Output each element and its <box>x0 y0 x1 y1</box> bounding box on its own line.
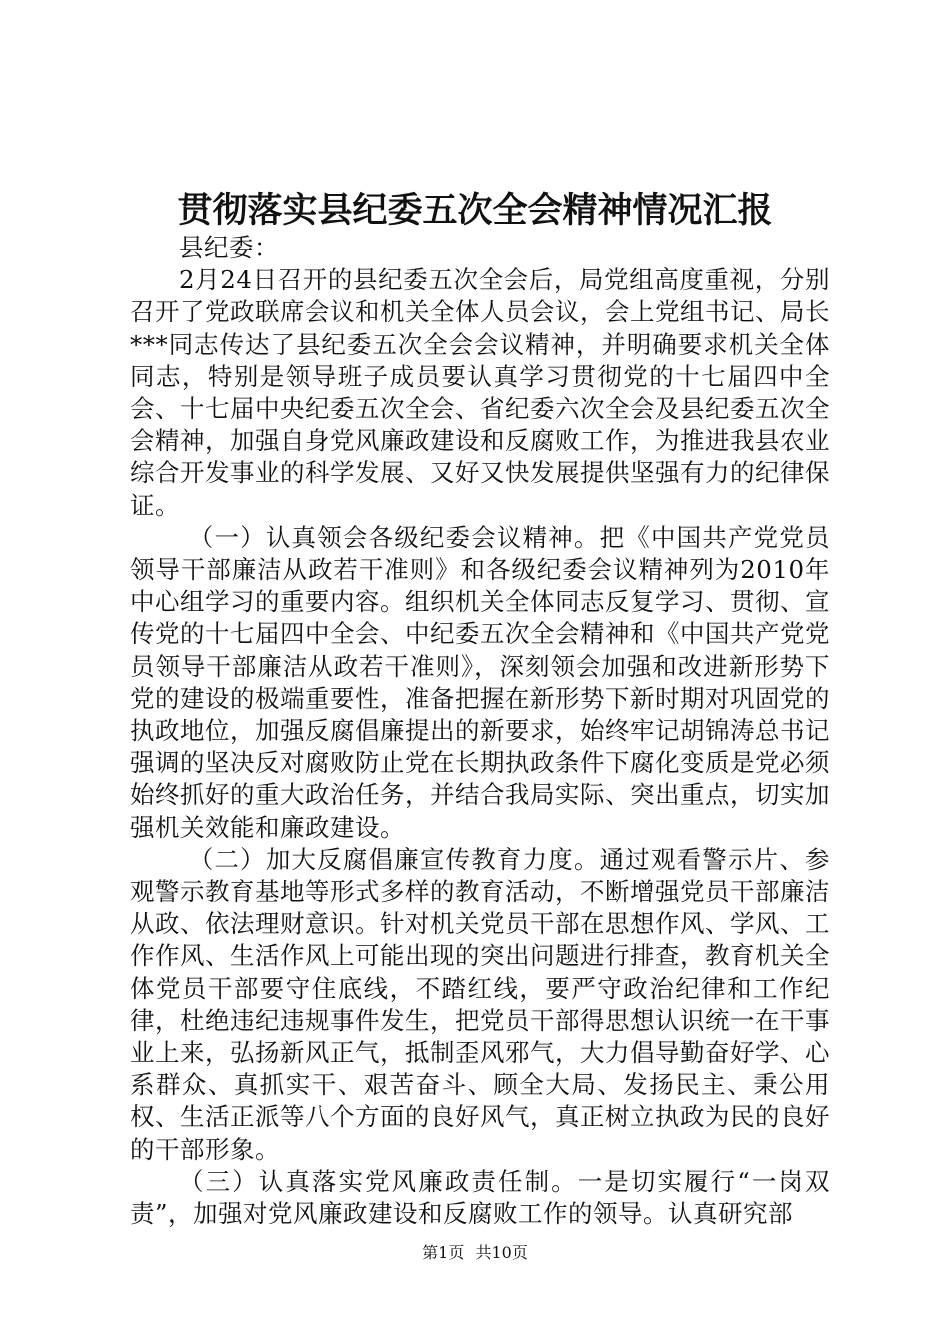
paragraph-intro: 2月24日召开的县纪委五次全会后，局党组高度重视，分别召开了党政联席会议和机关全体人员会议，会上党组书记、局长***同志传达了县纪委五次全会会议精神，并明确要求机关全体同志，特别是领导班子成员要认真学习贯彻党的十七届四中全会、十七届中央纪委五次全会、省纪委六次全会及县纪委五次全会精神，加强自身党风廉政建设和反腐败工作，为推进我县农业综合开发事业的科学发展、又好又快发展提供坚强有力的纪律保证。 <box>130 265 830 520</box>
page-total: 共10页 <box>475 1243 528 1262</box>
page-number: 第1页 <box>422 1243 465 1262</box>
paragraph-section-1: （一）认真领会各级纪委会议精神。把《中国共产党党员领导干部廉洁从政若干准则》和各级纪委会议精神列为2010年中心组学习的重要内容。组织机关全体同志反复学习、贯彻、宣传党的十七届四中全会、中纪委五次全会精神和《中国共产党党员领导干部廉洁从政若干准则》，深刻领会加强和改进新形势下党的建设的极端重要性，准备把握在新形势下新时期对巩固党的执政地位，加强反腐倡廉提出的新要求，始终牢记胡锦涛总书记强调的坚决反对腐败防止党在长期执政条件下腐化变质是党必须始终抓好的重大政治任务，并结合我局实际、突出重点，切实加强机关效能和廉政建设。 <box>130 522 830 842</box>
document-body <box>130 232 830 1230</box>
salutation: 县纪委： <box>179 233 279 262</box>
paragraph-section-3: （三）认真落实党风廉政责任制。一是切实履行“一岗双责”，加强对党风廉政建设和反腐败工作的领导。认真研究部 <box>130 1166 830 1229</box>
page-footer <box>0 1242 950 1264</box>
paragraph-section-2: （二）加大反腐倡廉宣传教育力度。通过观看警示片、参观警示教育基地等形式多样的教育活动，不断增强党员干部廉洁从政、依法理财意识。针对机关党员干部在思想作风、学风、工作作风、生活作风上可能出现的突出问题进行排查，教育机关全体党员干部要守住底线，不踏红线，要严守政治纪律和工作纪律，杜绝违纪违规事件发生，把党员干部得思想认识统一在干事业上来，弘扬新风正气，抵制歪风邪气，大力倡导勤奋好学、心系群众、真抓实干、艰苦奋斗、顾全大局、发扬民主、秉公用权、生活正派等八个方面的良好风气，真正树立执政为民的良好的干部形象。 <box>130 844 830 1164</box>
document-title: 贯彻落实县纪委五次全会精神情况汇报 <box>177 190 773 231</box>
